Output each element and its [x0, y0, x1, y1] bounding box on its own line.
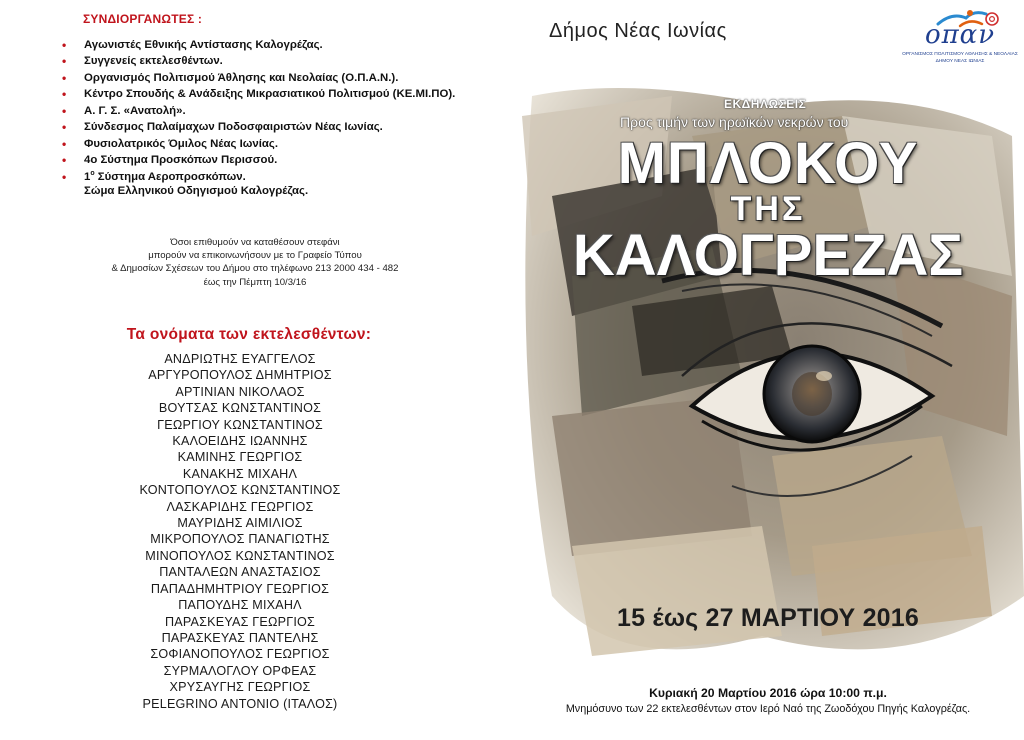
executed-name-item: ΜΙΝΟΠΟΥΛΟΣ ΚΩΝΣΤΑΝΤΙΝΟΣ — [145, 548, 335, 563]
executed-name-item: ΠΑΡΑΣΚΕΥΑΣ ΓΕΩΡΓΙΟΣ — [164, 614, 316, 629]
bullet-icon: • — [62, 87, 67, 102]
organizer-item: • $1^o$ Σύστημα Αεροπροσκόπων. Σώμα Ελληνικού Οδηγισμού Καλογρέζας. — [62, 169, 309, 198]
logo-subtitle: ΟΡΓΑΝΙΣΜΟΣ ΠΟΛΙΤΙΣΜΟΥ ΑΘΛΗΣΗΣ & ΝΕΟΛΑΙΑΣ — [902, 52, 1018, 57]
poster-title-line-2: ΤΗΣ — [730, 190, 806, 228]
bullet-icon: • — [62, 38, 67, 52]
logo-subtitle-municipality: ΔΗΜΟΥ ΝΕΑΣ ΙΩΝΙΑΣ — [935, 59, 985, 64]
executed-name-item: PELEGRINO ANTONIO (ΙΤΑΛΟΣ) — [142, 696, 338, 711]
executed-name-item: ΣΥΡΜΑΛΟΓΛΟΥ ΟΡΦΕΑΣ — [163, 663, 317, 678]
bullet-icon: • — [62, 54, 67, 69]
executed-name-item: ΑΝΔΡΙΩΤΗΣ ΕΥΑΓΓΕΛΟΣ — [164, 352, 316, 366]
events-subtitle: Προς τιμήν των ηρωϊκών νεκρών του — [620, 114, 849, 130]
memorial-datetime: Κυριακή 20 Μαρτίου 2016 ώρα 10:00 π.μ. — [649, 686, 887, 700]
executed-name-item: ΧΡΥΣΑΥΓΗΣ ΓΕΩΡΓΙΟΣ — [169, 680, 311, 695]
bullet-icon: • — [62, 103, 67, 118]
organizer-item: • Φυσιολατρικός Όμιλος Νέας Ιωνίας. — [62, 136, 279, 151]
left-panel — [0, 0, 510, 740]
executed-name-item: ΓΕΩΡΓΙΟΥ ΚΩΝΣΤΑΝΤΙΝΟΣ — [157, 417, 323, 432]
organizer-item: • Αγωνιστές Εθνικής Αντίστασης Καλογρέζας. — [62, 38, 323, 52]
executed-name-item: ΒΟΥΤΣΑΣ ΚΩΝΣΤΑΝΤΙΝΟΣ — [158, 401, 322, 416]
events-label: ΕΚΔΗΛΩΣΕΙΣ — [724, 97, 807, 111]
poster-title-line-1: ΜΠΛΟΚΟΥ — [617, 131, 919, 196]
organizer-item: • Σύνδεσμος Παλαίμαχων Ποδοσφαιριστών Νέας Ιωνίας. — [62, 120, 383, 135]
executed-name-item: ΑΡΓΥΡΟΠΟΥΛΟΣ ΔΗΜΗΤΡΙΟΣ — [148, 368, 332, 383]
executed-name-item: ΛΑΣΚΑΡΙΔΗΣ ΓΕΩΡΓΙΟΣ — [166, 499, 314, 514]
executed-name-item: ΚΑΝΑΚΗΣ ΜΙΧΑΗΛ — [182, 466, 298, 481]
bullet-icon: • — [62, 169, 67, 184]
executed-name-item: ΚΑΛΟΕΙΔΗΣ ΙΩΑΝΝΗΣ — [172, 434, 308, 449]
executed-name-item: ΚΟΝΤΟΠΟΥΛΟΣ ΚΩΝΣΤΑΝΤΙΝΟΣ — [139, 483, 341, 498]
poster-title-line-3: ΚΑΛΟΓΡΕΖΑΣ — [572, 223, 964, 288]
executed-names-list — [0, 351, 480, 712]
municipality-name: Δήμος Νέας Ιωνίας — [549, 20, 727, 42]
executed-name-item: ΜΑΥΡΙΔΗΣ ΑΙΜΙΛΙΟΣ — [177, 516, 303, 531]
executed-name-item: ΠΑΠΑΔΗΜΗΤΡΙΟΥ ΓΕΩΡΓΙΟΣ — [150, 581, 330, 596]
executed-name-item: ΜΙΚΡΟΠΟΥΛΟΣ ΠΑΝΑΓΙΩΤΗΣ — [150, 532, 330, 547]
executed-name-item: ΠΑΠΟΥΔΗΣ ΜΙΧΑΗΛ — [178, 598, 302, 613]
opan-logo — [900, 6, 1020, 68]
poster-panel — [512, 0, 1024, 740]
organizer-item: • 4ο Σύστημα Προσκόπων Περισσού. — [62, 153, 278, 168]
executed-name-item: ΠΑΡΑΣΚΕΥΑΣ ΠΑΝΤΕΛΗΣ — [161, 630, 319, 645]
organizer-item: • Α. Γ. Σ. «Ανατολή». — [62, 103, 186, 118]
bullet-icon: • — [62, 70, 67, 85]
executed-names-title: Τα ονόματα των εκτελεσθέντων: — [126, 326, 372, 343]
memorial-description: Μνημόσυνο των 22 εκτελεσθέντων στον Ιερό Ναό της Ζωοδόχου Πηγής Καλογρέζας. — [565, 703, 971, 715]
organizer-item: • Κέντρο Σπουδής & Ανάδειξης Μικρασιατικού Πολιτισμού (ΚΕ.ΜΙ.ΠΟ). — [62, 87, 456, 102]
logo-wordmark: οπαν — [924, 20, 996, 50]
executed-name-item: ΑΡΤΙΝΙΑΝ ΝΙΚΟΛΑΟΣ — [175, 384, 305, 399]
executed-name-item: ΠΑΝΤΑΛΕΩΝ ΑΝΑΣΤΑΣΙΟΣ — [159, 565, 321, 580]
organizer-item: • Οργανισμός Πολιτισμού Άθλησης και Νεολαίας (Ο.Π.Α.Ν.). — [62, 70, 399, 85]
bullet-icon: • — [62, 153, 67, 168]
bullet-icon: • — [62, 120, 67, 135]
event-dates: 15 έως 27 ΜΑΡΤΙΟΥ 2016 — [616, 604, 919, 632]
bullet-icon: • — [62, 136, 67, 151]
executed-name-item: ΣΟΦΙΑΝΟΠΟΥΛΟΣ ΓΕΩΡΓΙΟΣ — [150, 647, 330, 662]
organizer-item: • Συγγενείς εκτελεσθέντων. — [62, 54, 223, 69]
executed-name-item: ΚΑΜΙΝΗΣ ΓΕΩΡΓΙΟΣ — [177, 450, 303, 465]
ordinal-number: 1 — [84, 170, 91, 183]
organizers-title: ΣΥΝΔΙΟΡΓΑΝΩΤΕΣ : — [83, 12, 203, 26]
ordinal-suffix: ο — [90, 170, 95, 178]
wreath-contact-note: Όσοι επιθυμούν να καταθέσουν στεφάνι μπορούν να επικοινωνήσουν με το Γραφείο Τύπου & Δημοσίων Σχέσεων του Δήμου στο τηλέφωνο 213 2000 434 - 482 έως την Πέμπτη 10/3/16 — [111, 237, 399, 288]
organizers-list — [62, 38, 482, 201]
